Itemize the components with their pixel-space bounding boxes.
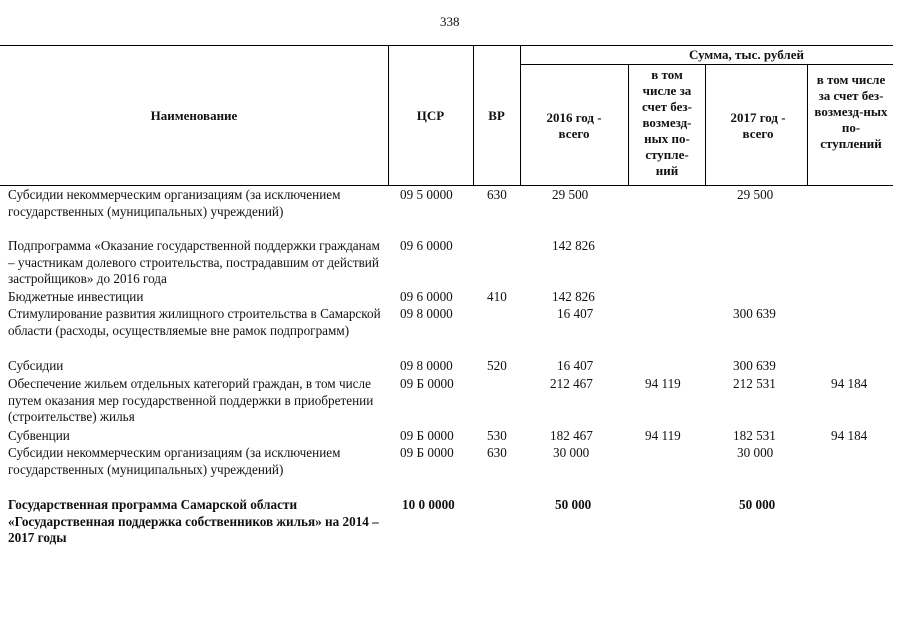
row-name: Субвенции [8,428,70,443]
header-2017-grants: в том числе за счет без-возмезд-ных по-ступлений [814,72,888,151]
row-vr: 530 [487,428,507,443]
header-sum-group: Сумма, тыс. рублей [689,47,804,62]
header-2017-total: 2017 год - всего [730,110,786,141]
row-grants-2016: 94 119 [645,376,681,391]
row-name: Субсидии некоммерческим организациям (за исключением государственных (муниципальных) учреждений) [8,445,341,477]
row-sum-2016: 29 500 [552,187,589,202]
row-sum-2017: 30 000 [737,445,774,460]
row-csr: 09 Б 0000 [400,445,454,460]
row-sum-2017: 300 639 [733,306,776,321]
header-name: Наименование [150,108,238,123]
row-csr: 09 Б 0000 [400,428,454,443]
row-csr: 09 8 0000 [400,306,453,321]
row-name: Подпрограмма «Оказание государственной поддержки гражданам – участникам долевого строительства, пострадавшим от действий застройщиков» до 2016 года [8,238,380,286]
row-csr: 09 5 0000 [400,187,453,202]
row-vr: 410 [487,289,507,304]
row-csr: 10 0 0000 [402,497,455,512]
row-sum-2017: 300 639 [733,358,776,373]
row-sum-2016: 50 000 [555,497,592,512]
header-2016-grants: в том числе за счет без-возмезд-ных по-ступле-ний [642,67,692,178]
row-vr: 520 [487,358,507,373]
header-2016-total: 2016 год - всего [546,110,602,141]
header-vr: ВР [488,108,505,123]
row-sum-2017: 212 531 [733,376,776,391]
row-name: Государственная программа Самарской области «Государственная поддержка собственников жилья» на 2014 – 2017 годы [8,497,379,545]
row-sum-2016: 16 407 [557,306,594,321]
row-sum-2016: 212 467 [550,376,593,391]
row-csr: 09 6 0000 [400,238,453,253]
row-name: Обеспечение жильем отдельных категорий граждан, в том числе путем оказания мер государственной поддержки в приобретении (строительстве) жилья [8,376,374,424]
header-csr: ЦСР [416,108,445,123]
row-grants-2016: 94 119 [645,428,681,443]
row-csr: 09 8 0000 [400,358,453,373]
row-sum-2017: 50 000 [739,497,776,512]
row-vr: 630 [487,445,507,460]
row-name: Субсидии некоммерческим организациям (за исключением государственных (муниципальных) учреждений) [8,187,341,219]
row-sum-2016: 30 000 [553,445,590,460]
row-grants-2017: 94 184 [831,428,868,443]
row-vr: 630 [487,187,507,202]
page-number: 338 [440,14,460,29]
row-name: Бюджетные инвестиции [8,289,144,304]
row-grants-2017: 94 184 [831,376,868,391]
row-sum-2016: 142 826 [552,238,595,253]
row-sum-2016: 142 826 [552,289,595,304]
row-name: Субсидии [8,358,64,373]
row-sum-2017: 182 531 [733,428,776,443]
row-csr: 09 Б 0000 [400,376,454,391]
row-name: Стимулирование развития жилищного строительства в Самарской области (расходы, осуществляемые вне рамок подпрограмм) [8,306,381,338]
row-sum-2016: 182 467 [550,428,593,443]
row-csr: 09 6 0000 [400,289,453,304]
row-sum-2017: 29 500 [737,187,774,202]
row-sum-2016: 16 407 [557,358,594,373]
